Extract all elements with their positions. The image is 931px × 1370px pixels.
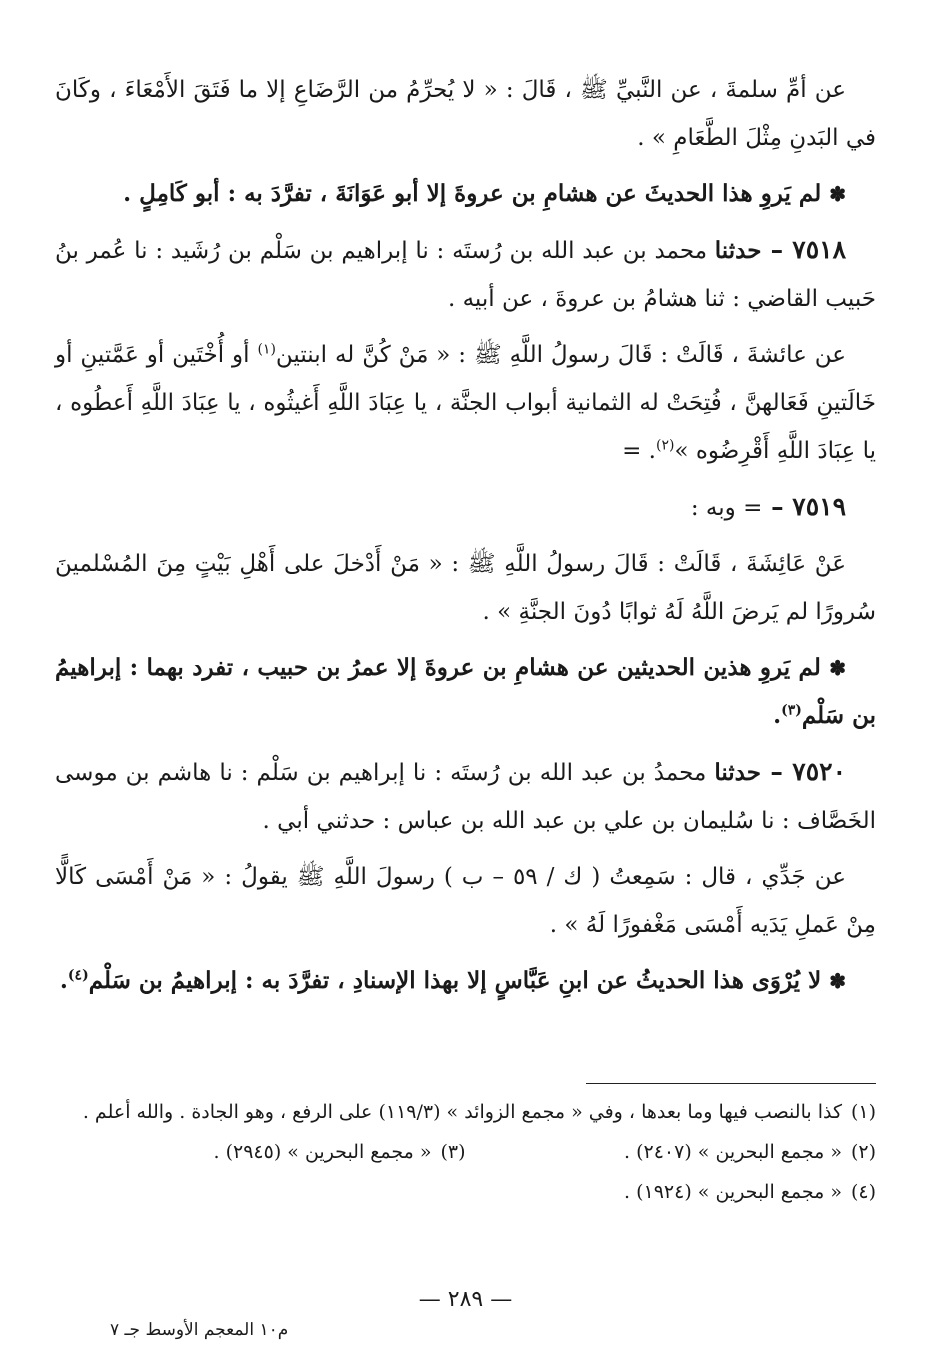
hadith-matn-aisha-1: عن عائشةَ ، قَالَتْ : قَالَ رسولُ اللَّهِ ﷺ : « مَنْ كُنَّ له ابنتين$^{(١)}$ أو أُخْتَين أو عَمَّتينِ أو خَالَتينِ فَعَالهنَّ ، فُتِحَتْ له الثمانية أبواب الجنَّة ، يا عِبَادَ اللَّهِ أَغيثُوه ، يا عِبَادَ اللَّهِ أَعطُوه ، يا عِبَادَ اللَّهِ أَقْرِضُوه »$^{(٢)}$. = <box>55 341 876 464</box>
hadith-matn-aisha-2: عَنْ عَائِشَةَ ، قَالَتْ : قَالَ رسولُ اللَّهِ ﷺ : « مَنْ أَدْخلَ على أَهْلِ بَيْتٍ مِنَ المُسْلمينَ سُرورًا لم يَرضَ اللَّهُ لَهُ ثوابًا دُونَ الجنَّةِ » . <box>55 551 876 625</box>
star-icon: ✽ <box>829 656 846 680</box>
footnote-number: (٤) <box>850 1181 876 1203</box>
editorial-note: ✽ لا يُرْوَى هذا الحديثُ عن ابنِ عَبَّاسٍ إلا بهذا الإسنادِ ، تفرَّدَ به : إبراهيمُ بن سَلْم$^{(٤)}$. <box>59 967 846 994</box>
isnad-lead: حدثنا <box>714 759 761 786</box>
footnote-4: (٤) « مجمع البحرين » (١٩٢٤) . <box>55 1172 876 1212</box>
footnote-ref[interactable]: (١) <box>257 341 276 358</box>
editorial-note: ✽ لم يَروِ هذا الحديثَ عن هشامِ بن عروةَ إلا أبو عَوَانَةَ ، تفرَّدَ به : أبو كَامِلٍ . <box>123 180 846 207</box>
footnote-1: (١) كذا بالنصب فيها وما بعدها ، وفي « مجمع الزوائد » (١١٩/٣) على الرفع ، وهو الجادة . والله أعلم . <box>55 1092 876 1132</box>
isnad-lead: حدثنا <box>714 237 762 264</box>
hadith-isnad-7520: ٧٥٢٠ – حدثنا محمدُ بن عبد الله بن رُستَه : نا إبراهيم بن سَلْم : نا هاشم بن موسى الخَصَّاف : نا سُليمان بن علي بن عبد الله بن عباس : حدثني أبي . <box>55 757 876 834</box>
hadith-isnad-7518: ٧٥١٨ – حدثنا محمد بن عبد الله بن رُستَه : نا إبراهيم بن سَلْم بن رُشَيد : نا عُمر بنُ حَبيب القاضي : ثنا هشامُ بن عروةَ ، عن أبيه . <box>55 235 876 312</box>
signature-mark: م١٠ المعجم الأوسط جـ ٧ <box>110 1320 289 1340</box>
hadith-number: ٧٥١٩ <box>792 492 846 521</box>
footnote-ref[interactable]: (٤) <box>67 967 89 984</box>
footnote-ref[interactable]: (٢) <box>656 437 675 454</box>
footnote-number: (٢) <box>850 1141 876 1163</box>
main-text <box>55 66 876 1013</box>
footnotes <box>55 1092 876 1212</box>
editorial-note: ✽ لم يَروِ هذين الحديثين عن هشامِ بن عروةَ إلا عمرُ بن حبيب ، تفرد بهما : إبراهيمُ بن سَلْم$^{(٣)}$. <box>55 654 876 729</box>
footnote-3: (٣) « مجمع البحرين » (٢٩٤٥) . <box>55 1132 466 1172</box>
star-icon: ✽ <box>829 182 846 206</box>
hadith-matn-umm-salama: عن أمِّ سلمةَ ، عن النَّبيِّ ﷺ ، قَالَ : « لا يُحرِّمُ من الرَّضَاعِ إلا ما فَتَقَ الأَمْعَاءَ ، وكَانَ في البَدنِ مِثْلَ الطَّعَامِ » . <box>55 77 876 151</box>
hadith-number: ٧٥٢٠ <box>792 757 846 786</box>
page-number: — ٢٨٩ — <box>418 1287 513 1312</box>
star-icon: ✽ <box>829 969 846 993</box>
footnote-number: (٣) <box>440 1141 466 1163</box>
hadith-isnad-7519: ٧٥١٩ – = وبه : <box>690 492 846 521</box>
footnote-2: (٢) « مجمع البحرين » (٢٤٠٧) . <box>466 1132 877 1172</box>
footnote-row <box>55 1132 876 1172</box>
footnote-number: (١) <box>850 1101 876 1123</box>
footnote-ref[interactable]: (٣) <box>781 702 802 719</box>
footnote-divider <box>586 1083 876 1084</box>
hadith-matn-jaddi: عن جَدِّي ، قال : سَمِعتُ ( ك / ٥٩ – ب ) رسولَ اللَّهِ ﷺ يقولُ : « مَنْ أَمْسَى كَالًّا مِنْ عَملِ يَدَيه أَمْسَى مَغْفورًا لَهُ » . <box>55 864 876 938</box>
hadith-number: ٧٥١٨ <box>792 235 846 264</box>
